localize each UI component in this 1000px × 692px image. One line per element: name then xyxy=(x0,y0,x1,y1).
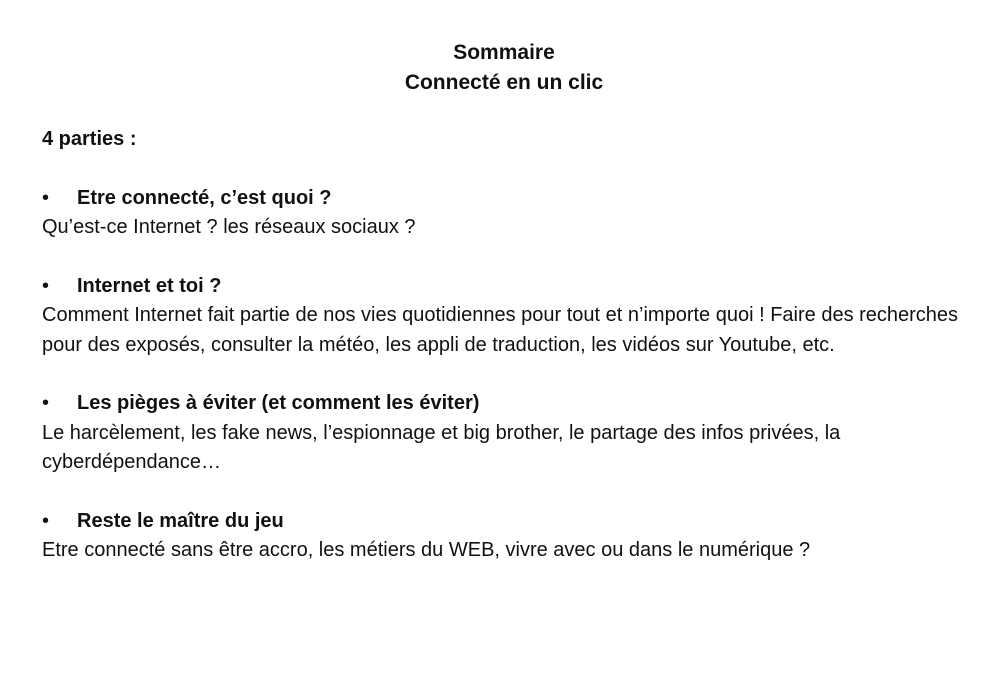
section-heading-row xyxy=(42,389,977,419)
page-subtitle: Connecté en un clic xyxy=(404,71,604,94)
section-2 xyxy=(42,272,977,361)
document-content xyxy=(42,125,977,595)
section-heading: Les pièges à éviter (et comment les éviter) xyxy=(77,392,480,414)
intro-line: 4 parties : xyxy=(42,128,137,150)
section-heading: Etre connecté, c’est quoi ? xyxy=(77,186,332,209)
bullet-icon: • xyxy=(42,509,50,532)
section-heading-row xyxy=(42,272,977,302)
bullet-icon: • xyxy=(42,186,50,209)
section-body: Qu’est-ce Internet ? les réseaux sociaux ? xyxy=(42,216,416,238)
section-body: Le harcèlement, les fake news, l’espionnage et big brother, le partage des infos privées, la cyberdépendance… xyxy=(42,421,841,473)
section-heading: Reste le maître du jeu xyxy=(77,509,284,532)
section-1 xyxy=(42,184,977,243)
section-4 xyxy=(42,507,977,566)
bullet-icon: • xyxy=(42,274,50,297)
section-body: Comment Internet fait partie de nos vies quotidiennes pour tout et n’importe quoi ! Faire des recherches pour des exposés, consulter la météo, les appli de traduction, les vidéos sur Youtube, etc. xyxy=(42,304,959,356)
title-block xyxy=(0,38,1000,98)
page-title: Sommaire xyxy=(453,41,555,64)
section-heading-row xyxy=(42,507,977,537)
bullet-icon: • xyxy=(42,392,50,414)
section-heading-row xyxy=(42,184,977,214)
section-3 xyxy=(42,389,977,478)
section-body: Etre connecté sans être accro, les métiers du WEB, vivre avec ou dans le numérique ? xyxy=(42,539,811,561)
section-heading: Internet et toi ? xyxy=(77,274,222,297)
